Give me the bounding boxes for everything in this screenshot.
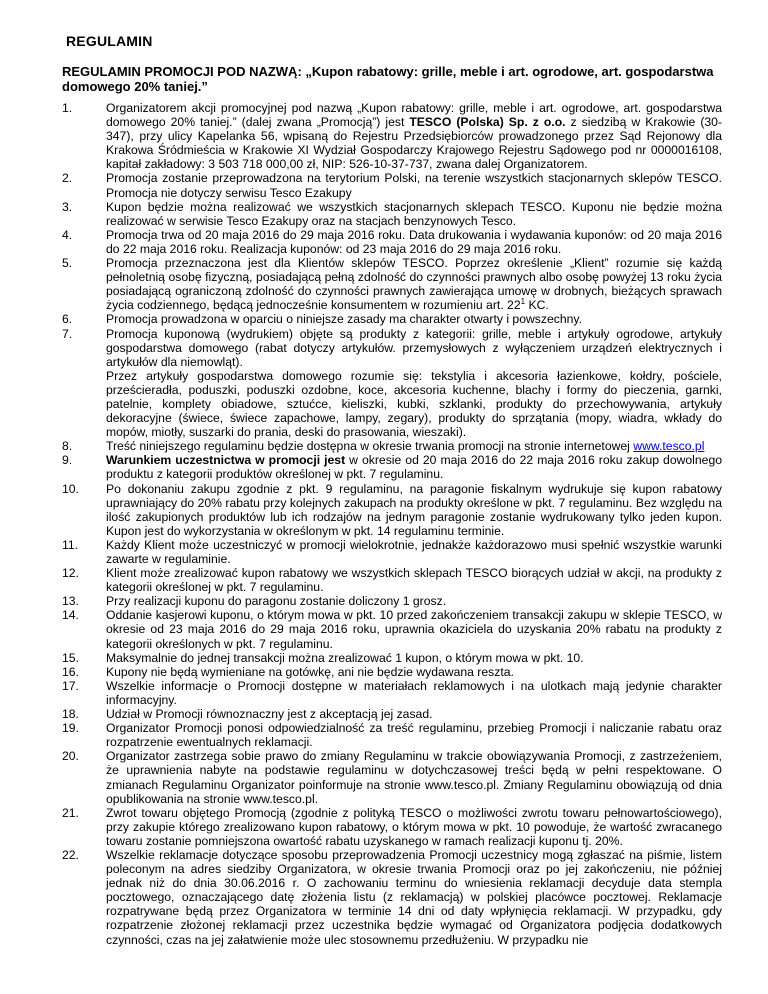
- rule-text: Udział w Promocji równoznaczny jest z akceptacją jej zasad.: [106, 707, 433, 722]
- promotion-subtitle: REGULAMIN PROMOCJI POD NAZWĄ: „Kupon rabatowy: grille, meble i art. ogrodowe, art. gospodarstwa domowego 20% taniej.”: [62, 64, 714, 94]
- rule-number: 4.: [62, 227, 73, 242]
- rule-bold-text: Warunkiem uczestnictwa w promocji jest: [106, 453, 346, 468]
- rule-number: 14.: [62, 608, 79, 623]
- rule-item: [62, 171, 722, 199]
- rule-number: 15.: [62, 650, 79, 665]
- rule-number: 13.: [62, 594, 79, 609]
- rule-text: Promocja przeznaczona jest dla Klientów sklepów TESCO. Poprzez określenie „Klient” rozumie się każdą pełnoletnią osobę fizyczną, posiadającą pełną zdolność do czynności prawnych albo osobę powyżej 13 roku życia posiadającą ograniczoną zdolność do czynności prawnych zawierająca umowę w drobnych, bieżących sprawach życia codziennego, będącą jednocześnie konsumentem w rozumieniu art. 22: [106, 256, 722, 313]
- rule-item: [62, 848, 722, 947]
- rule-number: 1.: [62, 101, 73, 115]
- rule-item: [62, 749, 722, 805]
- rule-text: Zwrot towaru objętego Promocją (zgodnie z polityką TESCO o możliwości zwrotu towaru pełnowartościowego), przy zakupie którego zrealizowano kupon rabatowy, o którym mowa w pkt. 10 powoduje, że wartość zwracanego towaru zostanie pomniejszona owartość rabatu uzyskanego w ramach realizacji kuponu tj. 20%.: [106, 805, 722, 848]
- rule-number: 17.: [62, 678, 79, 693]
- rule-item: [62, 453, 722, 481]
- rule-text: Promocja zostanie przeprowadzona na terytorium Polski, na terenie wszystkich stacjonarnych sklepów TESCO. Promocja nie dotyczy serwisu Tesco Ezakupy: [106, 171, 722, 200]
- rule-item: [62, 439, 722, 453]
- rule-item: [62, 327, 722, 440]
- rule-text: Organizator zastrzega sobie prawo do zmiany Regulaminu w trakcie obowiązywania Promocji, z zastrzeżeniem, że uprawnienia nabyte na podstawie regulaminu w dotychczasowej treści będą w pełni respektowane. O zmianach Regulaminu Organizator poinformuje na stronie www.tesco.pl. Zmiany Regulaminu obowiązują od dnia opublikowania na stronie www.tesco.pl.: [106, 749, 722, 806]
- rule-number: 19.: [62, 721, 79, 736]
- rule-number: 2.: [62, 171, 73, 186]
- rule-item: [62, 707, 722, 721]
- rule-text: w okresie od 20 maja 2016 do 22 maja 2016 roku zakup dowolnego produktu z kategorii produktów określonej w pkt. 7 regulaminu.: [106, 453, 722, 482]
- rule-item: [62, 594, 722, 608]
- rule-item: [62, 482, 722, 538]
- rule-text: Kupony nie będą wymieniane na gotówkę, ani nie będzie wydawana reszta.: [106, 664, 514, 679]
- rule-item: [62, 101, 722, 171]
- rule-number: 11.: [62, 537, 79, 552]
- rule-number: 22.: [62, 847, 79, 862]
- rule-text: Przy realizacji kuponu do paragonu zostanie doliczony 1 grosz.: [106, 594, 447, 609]
- rule-number: 7.: [62, 326, 73, 341]
- rule-item: [62, 608, 722, 650]
- rule-number: 20.: [62, 749, 79, 764]
- rule-number: 21.: [62, 805, 79, 820]
- rule-text: Organizatorem akcji promocyjnej pod nazwą „Kupon rabatowy: grille, meble i art. ogrodowe, art. gospodarstwa domowego 20% taniej.” (dalej zwana „Promocją”) jest: [106, 101, 722, 130]
- rule-item: [62, 200, 722, 228]
- rule-item: [62, 566, 722, 594]
- rule-item: [62, 312, 722, 326]
- rule-number: 3.: [62, 199, 73, 214]
- rule-text: Promocja prowadzona w oparciu o niniejsze zasady ma charakter otwarty i powszechny.: [106, 312, 582, 327]
- rule-text: Maksymalnie do jednej transakcji można zrealizować 1 kupon, o którym mowa w pkt. 10.: [106, 650, 584, 665]
- rule-item: [62, 228, 722, 256]
- rule-item: [62, 256, 722, 312]
- rule-number: 6.: [62, 312, 73, 327]
- rule-number: 8.: [62, 439, 73, 454]
- rule-text-continued: Przez artykuły gospodarstwa domowego rozumie się: tekstylia i akcesoria łazienkowe, kołdry, pościele, prześcieradła, poduszki, poduszki ozdobne, koce, akcesoria kuchenne, blachy i formy do pieczenia, garnki, patelnie, komplety obiadowe, sztućce, kieliszki, kubki, szklanki, produkty do przechowywania, artykuły dekoracyjne (świece, świece zapachowe, lampy, zegary), produkty do sprzątania (mopy, wiadra, wkłady do mopów, miotły, suszarki do prania, deski do prasowania, wieszaki).: [106, 368, 722, 440]
- rule-text: Klient może zrealizować kupon rabatowy we wszystkich sklepach TESCO biorących udział w akcji, na produkty z kategorii określonej w pkt. 7 regulaminu.: [106, 566, 722, 595]
- rule-text: KC.: [525, 298, 549, 313]
- rule-number: 5.: [62, 256, 73, 271]
- rule-number: 18.: [62, 707, 79, 722]
- tesco-website-link[interactable]: www.tesco.pl: [633, 439, 705, 454]
- rule-item: [62, 721, 722, 749]
- rule-item: [62, 806, 722, 848]
- rule-item: [62, 665, 722, 679]
- rule-item: [62, 651, 722, 665]
- rule-text: Treść niniejszego regulaminu będzie dostępna w okresie trwania promocji na stronie internetowej: [106, 439, 634, 454]
- rule-text: Organizator Promocji ponosi odpowiedzialność za treść regulaminu, przebieg Promocji i naliczanie rabatu oraz rozpatrzenie ewentualnych reklamacji.: [106, 721, 722, 750]
- rule-number: 12.: [62, 566, 79, 581]
- rules-list: [62, 101, 722, 947]
- rule-number: 9.: [62, 453, 73, 468]
- rule-text: Każdy Klient może uczestniczyć w promocji wielokrotnie, jednakże każdorazowo musi spełnić wszystkie warunki zawarte w regulaminie.: [106, 537, 722, 566]
- rule-number: 10.: [62, 481, 79, 496]
- rule-text: z siedzibą w Krakowie (30-347), przy ulicy Kapelanka 56, wpisaną do Rejestru Przedsiębiorców prowadzonego przez Sąd Rejonowy dla Krakowa Śródmieścia w Krakowie XI Wydział Gospodarczy Krajowego Rejestru Sądowego pod nr 0000016108, kapitał zakładowy: 3 503 718 000,00 zł, NIP: 526-10-37-737, zwana dalej Organizatorem.: [106, 115, 723, 172]
- rule-text: Promocja kuponową (wydrukiem) objęte są produkty z kategorii: grille, meble i artykuły ogrodowe, artykuły gospodarstwa domowego (rabat dotyczy artykułów. przemysłowych z wyłączeniem urządzeń elektrycznych i artykułów dla niemowląt).: [106, 326, 722, 369]
- rule-number: 16.: [62, 664, 79, 679]
- rule-text: Promocja trwa od 20 maja 2016 do 29 maja 2016 roku. Data drukowania i wydawania kuponów: od 20 maja 2016 do 22 maja 2016 roku. Realizacja kuponów: od 23 maja 2016 do 29 maja 2016 roku.: [106, 227, 722, 256]
- rule-text: Wszelkie reklamacje dotyczące sposobu przeprowadzenia Promocji uczestnicy mogą zgłaszać na piśmie, listem poleconym na adres siedziby Organizatora, w okresie trwania Promocji oraz po jej zakończeniu, nie później jednak niż do dnia 30.06.2016 r. O zachowaniu terminu do wniesienia reklamacji decyduje data stempla pocztowego, oznaczającego datę złożenia listu (z reklamacją) w polskiej placówce pocztowej. Reklamacje rozpatrywane będą przez Organizatora w terminie 14 dni od daty wpłynięcia reklamacji. W przypadku, gdy rozpatrzenie złożonej reklamacji przez uczestnika będzie wymagać od Organizatora podjęcia dodatkowych czynności, czas na jej załatwienie może ulec stosownemu przedłużeniu. W przypadku nie: [106, 847, 722, 947]
- rule-text: Po dokonaniu zakupu zgodnie z pkt. 9 regulaminu, na paragonie fiskalnym wydrukuje się kupon rabatowy uprawniający do 20% rabatu przy kolejnych zakupach na produkty określone w pkt. 7 regulaminu. Bez względu na ilość zakupionych produktów lub ich rodzajów na jednym paragonie zostanie wydrukowany tylko jeden kupon. Kupon jest do wykorzystania w określonym w pkt. 14 regulaminu terminie.: [106, 481, 722, 538]
- superscript: 1: [520, 297, 526, 307]
- rule-text: Wszelkie informacje o Promocji dostępne w materiałach reklamowych i na ulotkach mają jedynie charakter informacyjny.: [106, 678, 722, 707]
- rule-text: Kupon będzie można realizować we wszystkich stacjonarnych sklepach TESCO. Kuponu nie będzie można realizować w serwisie Tesco Ezakupy oraz na stacjach benzynowych Tesco.: [106, 199, 722, 228]
- rule-item: [62, 538, 722, 566]
- document-title: REGULAMIN: [66, 33, 153, 49]
- company-name: TESCO (Polska) Sp. z o.o.: [409, 115, 566, 130]
- rule-item: [62, 679, 722, 707]
- rule-text: Oddanie kasjerowi kuponu, o którym mowa w pkt. 10 przed zakończeniem transakcji zakupu w sklepie TESCO, w okresie od 23 maja 2016 do 29 maja 2016 roku, uprawnia okaziciela do uzyskania 20% rabatu na produkty z kategorii określonych w pkt. 7 regulaminu.: [106, 608, 722, 651]
